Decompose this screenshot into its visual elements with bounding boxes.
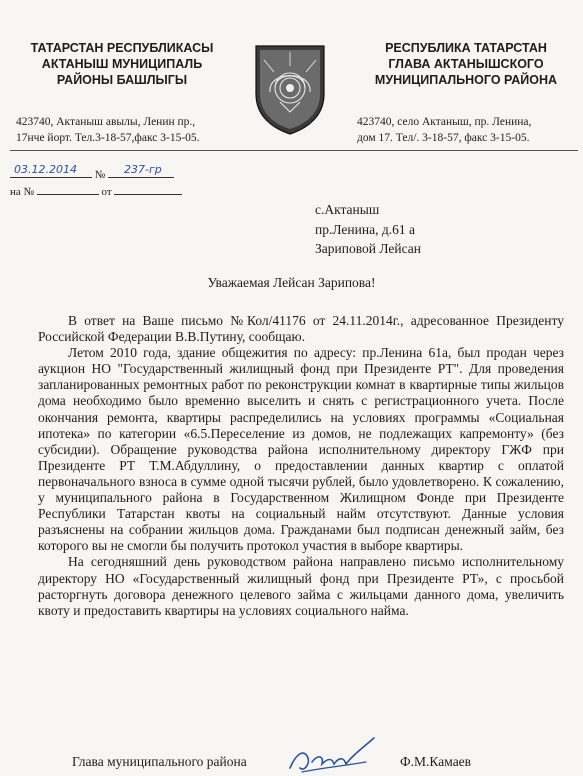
recipient-block — [315, 200, 421, 259]
coat-of-arms-icon — [250, 42, 330, 136]
signatory-name: Ф.М.Камаев — [400, 754, 472, 769]
ref-prefix: на № — [10, 186, 35, 198]
recipient-line: Зариповой Лейсан — [315, 241, 421, 256]
handwritten-number: 237-гр — [124, 163, 162, 176]
header-right-line: ГЛАВА АКТАНЫШСКОГО — [388, 57, 544, 71]
header-right-address — [357, 114, 581, 146]
handwritten-date: 03.12.2014 — [14, 163, 77, 176]
header-right-org — [356, 40, 576, 88]
address-line: 423740, Актаныш авылы, Ленин пр., — [16, 116, 196, 128]
body-paragraph: На сегодняшний день руководством района направлено письмо исполнительному директору НО «Государственный жилищный фонд при Президенте РТ», с просьбой расторгнуть договора денежного целевого займа с жильцами данного дома, увеличить квоту и предоставить квартиры на условиях социального найма. — [38, 554, 564, 618]
header-left-address — [16, 114, 252, 146]
ref-date-blank — [114, 184, 182, 195]
header-left-line: РАЙОНЫ БАШЛЫГЫ — [56, 73, 188, 87]
address-line: дом 17. Тел/. 3-18-57, факс 3-15-05. — [357, 132, 530, 144]
signatory-title: Глава муниципального района — [72, 754, 247, 769]
address-line: 423740, село Актаныш, пр. Ленина, — [357, 116, 532, 128]
header-left-org — [18, 40, 226, 88]
header-right-line: РЕСПУБЛИКА ТАТАРСТАН — [385, 41, 547, 55]
header-right-line: МУНИЦИПАЛЬНОГО РАЙОНА — [374, 73, 558, 87]
header-left-line: ТАТАРСТАН РЕСПУБЛИКАСЫ — [30, 41, 214, 55]
header-divider — [10, 150, 578, 151]
header-left-line: АКТАНЫШ МУНИЦИПАЛЬ — [41, 57, 203, 71]
reference-registration — [10, 184, 182, 199]
ref-number-blank — [37, 184, 99, 195]
ref-from: от — [101, 186, 112, 198]
number-label: № — [94, 169, 106, 181]
salutation: Уважаемая Лейсан Зарипова! — [207, 275, 376, 290]
recipient-line: пр.Ленина, д.61 а — [315, 221, 415, 237]
letter-body — [38, 313, 564, 619]
address-line: 17нче йорт. Тел.3-18-57,факс 3-15-05. — [16, 132, 200, 144]
handwritten-signature-icon — [282, 728, 382, 776]
body-paragraph: Летом 2010 года, здание общежития по адресу: пр.Ленина 61а, был продан через аукцион НО "Государственный жилищный фонд при Президенте РТ". Для проведения запланированных ремонтных работ по реконструкции комнат в квартирные типы жильцов дома необходимо было временно выселить и снять с регистрационного учета. После окончания ремонта, квартиры распределились на условиях программы «Социальная ипотека» по категории «6.5.Переселение из домов, не подлежащих капремонту» (без субсидии). Обращение руководства района исполнительному директору ГЖФ при Президенте РТ Т.М.Абдуллину, о предоставлении данных квартир с оплатой первоначального взноса в сумме одной тысячи рублей, было удовлетворено. К сожалению, у муниципального района в Государственном Жилищном Фонде при Президенте Республики Татарстан квоты на социальный найм отсутствуют. Данные условия разъяснены на собрании жильцов дома. Гражданами был подписан денежный займ, без которого вы не смогли бы получить протокол участия в выборе квартиры. — [38, 345, 564, 554]
recipient-line: с.Актаныш — [315, 202, 380, 217]
body-paragraph: В ответ на Ваше письмо №Кол/41176 от 24.11.2014г., адресованное Президенту Российской Федерации В.В.Путину, сообщаю. — [38, 313, 564, 345]
